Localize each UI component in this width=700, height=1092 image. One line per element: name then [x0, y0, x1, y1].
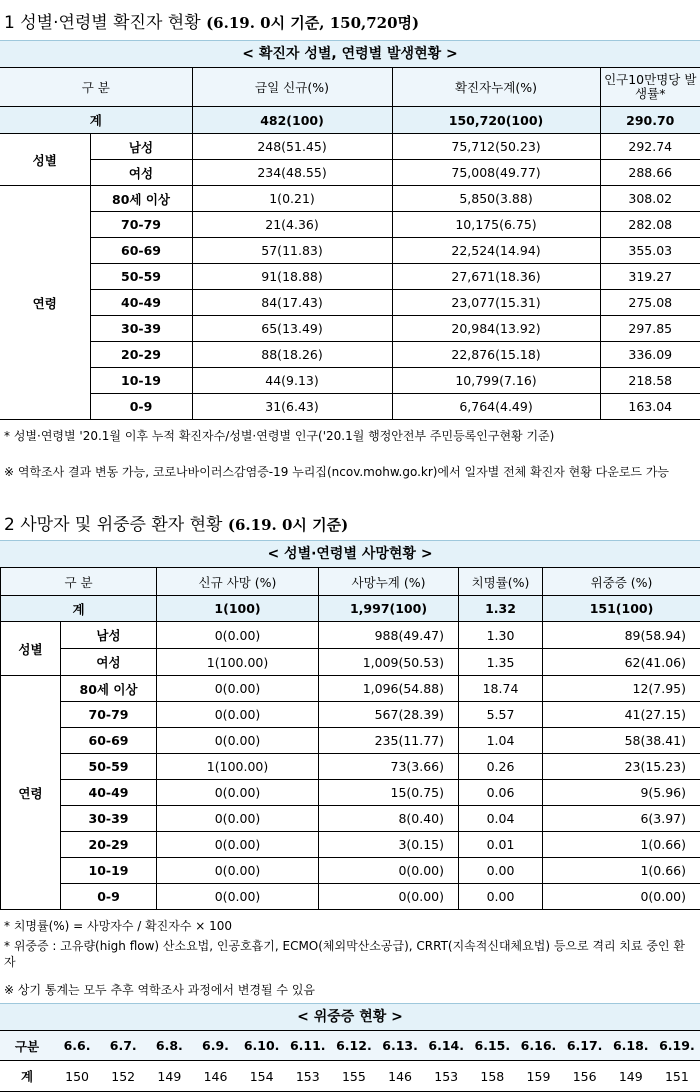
cell-fatality: 0.26 — [459, 754, 543, 780]
table-row — [1, 806, 700, 832]
cell-fatality: 1.30 — [459, 622, 543, 649]
table-row — [1, 676, 700, 702]
cell-cum-deaths: 15(0.75) — [319, 780, 459, 806]
cell-cum-deaths: 567(28.39) — [319, 702, 459, 728]
cell-new-deaths: 0(0.00) — [157, 806, 319, 832]
cell-new: 65(13.49) — [192, 316, 392, 342]
confirmed-cases-body — [0, 106, 700, 420]
header-severe: 위중증 (%) — [543, 568, 700, 596]
row-label: 여성 — [90, 160, 192, 186]
cell-new: 57(11.83) — [192, 238, 392, 264]
severe-value: 150 — [54, 1061, 100, 1092]
table-row — [0, 212, 700, 238]
cell-fatality: 0.00 — [459, 858, 543, 884]
header-category: 구 분 — [0, 68, 192, 107]
cell-new-deaths: 0(0.00) — [157, 858, 319, 884]
severe-value: 156 — [562, 1061, 608, 1092]
table-row — [1, 884, 700, 910]
cell-rate: 275.08 — [600, 290, 700, 316]
cell-cum-deaths: 0(0.00) — [319, 884, 459, 910]
cell-rate: 355.03 — [600, 238, 700, 264]
table-row — [0, 186, 700, 212]
cell-severe: 58(38.41) — [543, 728, 700, 754]
table-row — [1, 622, 700, 649]
date-header: 6.19. — [654, 1031, 700, 1061]
row-label: 30-39 — [90, 316, 192, 342]
table-row — [0, 368, 700, 394]
cell-cumulative: 22,524(14.94) — [392, 238, 600, 264]
cell-cumulative: 75,712(50.23) — [392, 134, 600, 160]
cell-new-deaths: 1(100.00) — [157, 649, 319, 676]
cell-new: 234(48.55) — [192, 160, 392, 186]
row-label: 10-19 — [90, 368, 192, 394]
cell-rate: 336.09 — [600, 342, 700, 368]
row-label: 20-29 — [90, 342, 192, 368]
cell-new-deaths: 0(0.00) — [157, 832, 319, 858]
table-row — [1, 728, 700, 754]
cell-cumulative: 10,175(6.75) — [392, 212, 600, 238]
cell-new-deaths: 1(100.00) — [157, 754, 319, 780]
total-label: 계 — [0, 107, 192, 134]
severe-value: 158 — [469, 1061, 515, 1092]
table-row — [1, 754, 700, 780]
row-label: 50-59 — [90, 264, 192, 290]
row-label: 0-9 — [90, 394, 192, 420]
cell-new: 91(18.88) — [192, 264, 392, 290]
row-label: 여성 — [61, 649, 157, 676]
sex_group-group-label: 성별 — [0, 134, 90, 186]
row-label: 20-29 — [61, 832, 157, 858]
cell-cum-deaths: 3(0.15) — [319, 832, 459, 858]
severe-value: 146 — [192, 1061, 238, 1092]
date-header: 6.8. — [146, 1031, 192, 1061]
section1-note-2: ※ 역학조사 결과 변동 가능, 코로나바이러스감염증-19 누리집(ncov.mohw.go.kr)에서 일자별 전체 확진자 현황 다운로드 가능 — [4, 465, 670, 479]
deaths-body — [0, 595, 700, 910]
cell-severe: 23(15.23) — [543, 754, 700, 780]
header-cum-deaths: 사망누계 (%) — [319, 568, 459, 596]
table-row — [1, 780, 700, 806]
date-header: 6.14. — [423, 1031, 469, 1061]
cell-fatality: 1.35 — [459, 649, 543, 676]
total-fatal: 1.32 — [459, 596, 543, 622]
table-row — [0, 290, 700, 316]
header-new-deaths: 신규 사망 (%) — [157, 568, 319, 596]
cell-severe: 12(7.95) — [543, 676, 700, 702]
row-label: 60-69 — [90, 238, 192, 264]
cell-cum-deaths: 235(11.77) — [319, 728, 459, 754]
cell-severe: 1(0.66) — [543, 858, 700, 884]
cell-new-deaths: 0(0.00) — [157, 622, 319, 649]
cell-new: 248(51.45) — [192, 134, 392, 160]
header-new: 금일 신규(%) — [192, 68, 392, 107]
date-header: 6.11. — [285, 1031, 331, 1061]
date-header: 6.13. — [377, 1031, 423, 1061]
age_group-group-label: 연령 — [1, 676, 61, 910]
cell-cumulative: 5,850(3.88) — [392, 186, 600, 212]
total-row — [0, 107, 700, 134]
cell-severe: 41(27.15) — [543, 702, 700, 728]
total-row — [1, 596, 700, 622]
severe-value: 159 — [515, 1061, 561, 1092]
table-row — [1, 702, 700, 728]
cell-rate: 218.58 — [600, 368, 700, 394]
total-cum: 150,720(100) — [392, 107, 600, 134]
cell-cum-deaths: 1,009(50.53) — [319, 649, 459, 676]
cell-rate: 297.85 — [600, 316, 700, 342]
cell-fatality: 0.06 — [459, 780, 543, 806]
cell-cum-deaths: 0(0.00) — [319, 858, 459, 884]
cell-new-deaths: 0(0.00) — [157, 676, 319, 702]
cell-cumulative: 20,984(13.92) — [392, 316, 600, 342]
cell-fatality: 18.74 — [459, 676, 543, 702]
cell-cumulative: 23,077(15.31) — [392, 290, 600, 316]
cell-cum-deaths: 1,096(54.88) — [319, 676, 459, 702]
total-severe: 151(100) — [543, 596, 700, 622]
header-cumulative: 확진자누계(%) — [392, 68, 600, 107]
section2-caption: < 성별·연령별 사망현황 > — [0, 540, 700, 567]
section1-title: 1 성별·연령별 확진자 현황 (6.19. 0시 기준, 150,720명) — [4, 13, 420, 33]
severe-value: 149 — [146, 1061, 192, 1092]
severe-value: 153 — [423, 1061, 469, 1092]
cell-severe: 89(58.94) — [543, 622, 700, 649]
cell-cum-deaths: 988(49.47) — [319, 622, 459, 649]
table-row — [0, 394, 700, 420]
cell-new: 1(0.21) — [192, 186, 392, 212]
table-row — [1, 832, 700, 858]
cell-cum-deaths: 8(0.40) — [319, 806, 459, 832]
section1-caption: < 확진자 성별, 연령별 발생현황 > — [0, 40, 700, 67]
table-row — [0, 238, 700, 264]
total-cum: 1,997(100) — [319, 596, 459, 622]
cell-fatality: 0.04 — [459, 806, 543, 832]
cell-rate: 288.66 — [600, 160, 700, 186]
table-row — [0, 316, 700, 342]
cell-severe: 0(0.00) — [543, 884, 700, 910]
cell-fatality: 0.01 — [459, 832, 543, 858]
cell-rate: 292.74 — [600, 134, 700, 160]
total-new: 482(100) — [192, 107, 392, 134]
total-rate: 290.70 — [600, 107, 700, 134]
total-new: 1(100) — [157, 596, 319, 622]
row-label: 30-39 — [61, 806, 157, 832]
row-label: 40-49 — [61, 780, 157, 806]
cell-new-deaths: 0(0.00) — [157, 884, 319, 910]
cell-cumulative: 10,799(7.16) — [392, 368, 600, 394]
row-label: 남성 — [61, 622, 157, 649]
cell-rate: 282.08 — [600, 212, 700, 238]
row-label: 60-69 — [61, 728, 157, 754]
cell-fatality: 5.57 — [459, 702, 543, 728]
date-header: 6.9. — [192, 1031, 238, 1061]
severe-value: 151 — [654, 1061, 700, 1092]
date-header: 6.18. — [608, 1031, 654, 1061]
row-label: 50-59 — [61, 754, 157, 780]
date-header: 6.10. — [239, 1031, 285, 1061]
cell-new: 21(4.36) — [192, 212, 392, 238]
cell-new: 84(17.43) — [192, 290, 392, 316]
cell-rate: 319.27 — [600, 264, 700, 290]
header-fatality: 치명률(%) — [459, 568, 543, 596]
row-label: 70-79 — [61, 702, 157, 728]
header-rate: 인구10만명당 발생률* — [600, 68, 700, 107]
cell-new: 31(6.43) — [192, 394, 392, 420]
table-row — [0, 134, 700, 160]
row-label: 80세 이상 — [90, 186, 192, 212]
table-row — [1, 649, 700, 676]
row-label: 80세 이상 — [61, 676, 157, 702]
severe-value: 153 — [285, 1061, 331, 1092]
cell-cumulative: 6,764(4.49) — [392, 394, 600, 420]
cell-severe: 62(41.06) — [543, 649, 700, 676]
total-label: 계 — [1, 596, 157, 622]
row-label: 0-9 — [61, 884, 157, 910]
cell-new-deaths: 0(0.00) — [157, 780, 319, 806]
confirmed-cases-table — [0, 67, 700, 107]
header-category: 구 분 — [1, 568, 157, 596]
severe-value: 155 — [331, 1061, 377, 1092]
date-header: 6.6. — [54, 1031, 100, 1061]
cell-severe: 1(0.66) — [543, 832, 700, 858]
cell-cumulative: 27,671(18.36) — [392, 264, 600, 290]
cell-cumulative: 22,876(15.18) — [392, 342, 600, 368]
section1-note-1: * 성별·연령별 '20.1월 이후 누적 확진자수/성별·연령별 인구('20.1월 행정안전부 주민등록인구현황 기준) — [4, 429, 555, 443]
section3-caption: < 위중증 현황 > — [0, 1003, 700, 1030]
cell-new-deaths: 0(0.00) — [157, 702, 319, 728]
severe-value: 154 — [239, 1061, 285, 1092]
deaths-table — [0, 567, 700, 596]
age_group-group-label: 연령 — [0, 186, 90, 420]
cell-new-deaths: 0(0.00) — [157, 728, 319, 754]
section2-note-2: * 위중증 : 고유량(high flow) 산소요법, 인공호흡기, ECMO(체외막산소공급), CRRT(지속적신대체요법) 등으로 격리 치료 중인 환자 — [4, 939, 685, 969]
severe-value: 152 — [100, 1061, 146, 1092]
cell-cumulative: 75,008(49.77) — [392, 160, 600, 186]
cell-rate: 308.02 — [600, 186, 700, 212]
table-row — [1, 858, 700, 884]
row-label: 40-49 — [90, 290, 192, 316]
cell-new: 88(18.26) — [192, 342, 392, 368]
date-header: 6.15. — [469, 1031, 515, 1061]
severe-value: 149 — [608, 1061, 654, 1092]
date-header: 6.17. — [562, 1031, 608, 1061]
severe-value: 146 — [377, 1061, 423, 1092]
table-row — [0, 160, 700, 186]
table-row — [0, 264, 700, 290]
row-head-label: 구분 — [0, 1031, 54, 1061]
row-label-total: 계 — [0, 1061, 54, 1092]
section2-title: 2 사망자 및 위중증 환자 현황 (6.19. 0시 기준) — [4, 515, 349, 535]
section2-note-3: ※ 상기 통계는 모두 추후 역학조사 과정에서 변경될 수 있음 — [4, 983, 316, 997]
date-header: 6.12. — [331, 1031, 377, 1061]
row-label: 10-19 — [61, 858, 157, 884]
severe-trend-table — [0, 1030, 700, 1092]
date-header: 6.7. — [100, 1031, 146, 1061]
date-header: 6.16. — [515, 1031, 561, 1061]
sex_group-group-label: 성별 — [1, 622, 61, 676]
table-row — [0, 342, 700, 368]
cell-rate: 163.04 — [600, 394, 700, 420]
row-label: 남성 — [90, 134, 192, 160]
cell-severe: 6(3.97) — [543, 806, 700, 832]
row-label: 70-79 — [90, 212, 192, 238]
cell-fatality: 0.00 — [459, 884, 543, 910]
cell-new: 44(9.13) — [192, 368, 392, 394]
cell-severe: 9(5.96) — [543, 780, 700, 806]
cell-fatality: 1.04 — [459, 728, 543, 754]
cell-cum-deaths: 73(3.66) — [319, 754, 459, 780]
section2-note-1: * 치명률(%) = 사망자수 / 확진자수 × 100 — [4, 919, 233, 933]
